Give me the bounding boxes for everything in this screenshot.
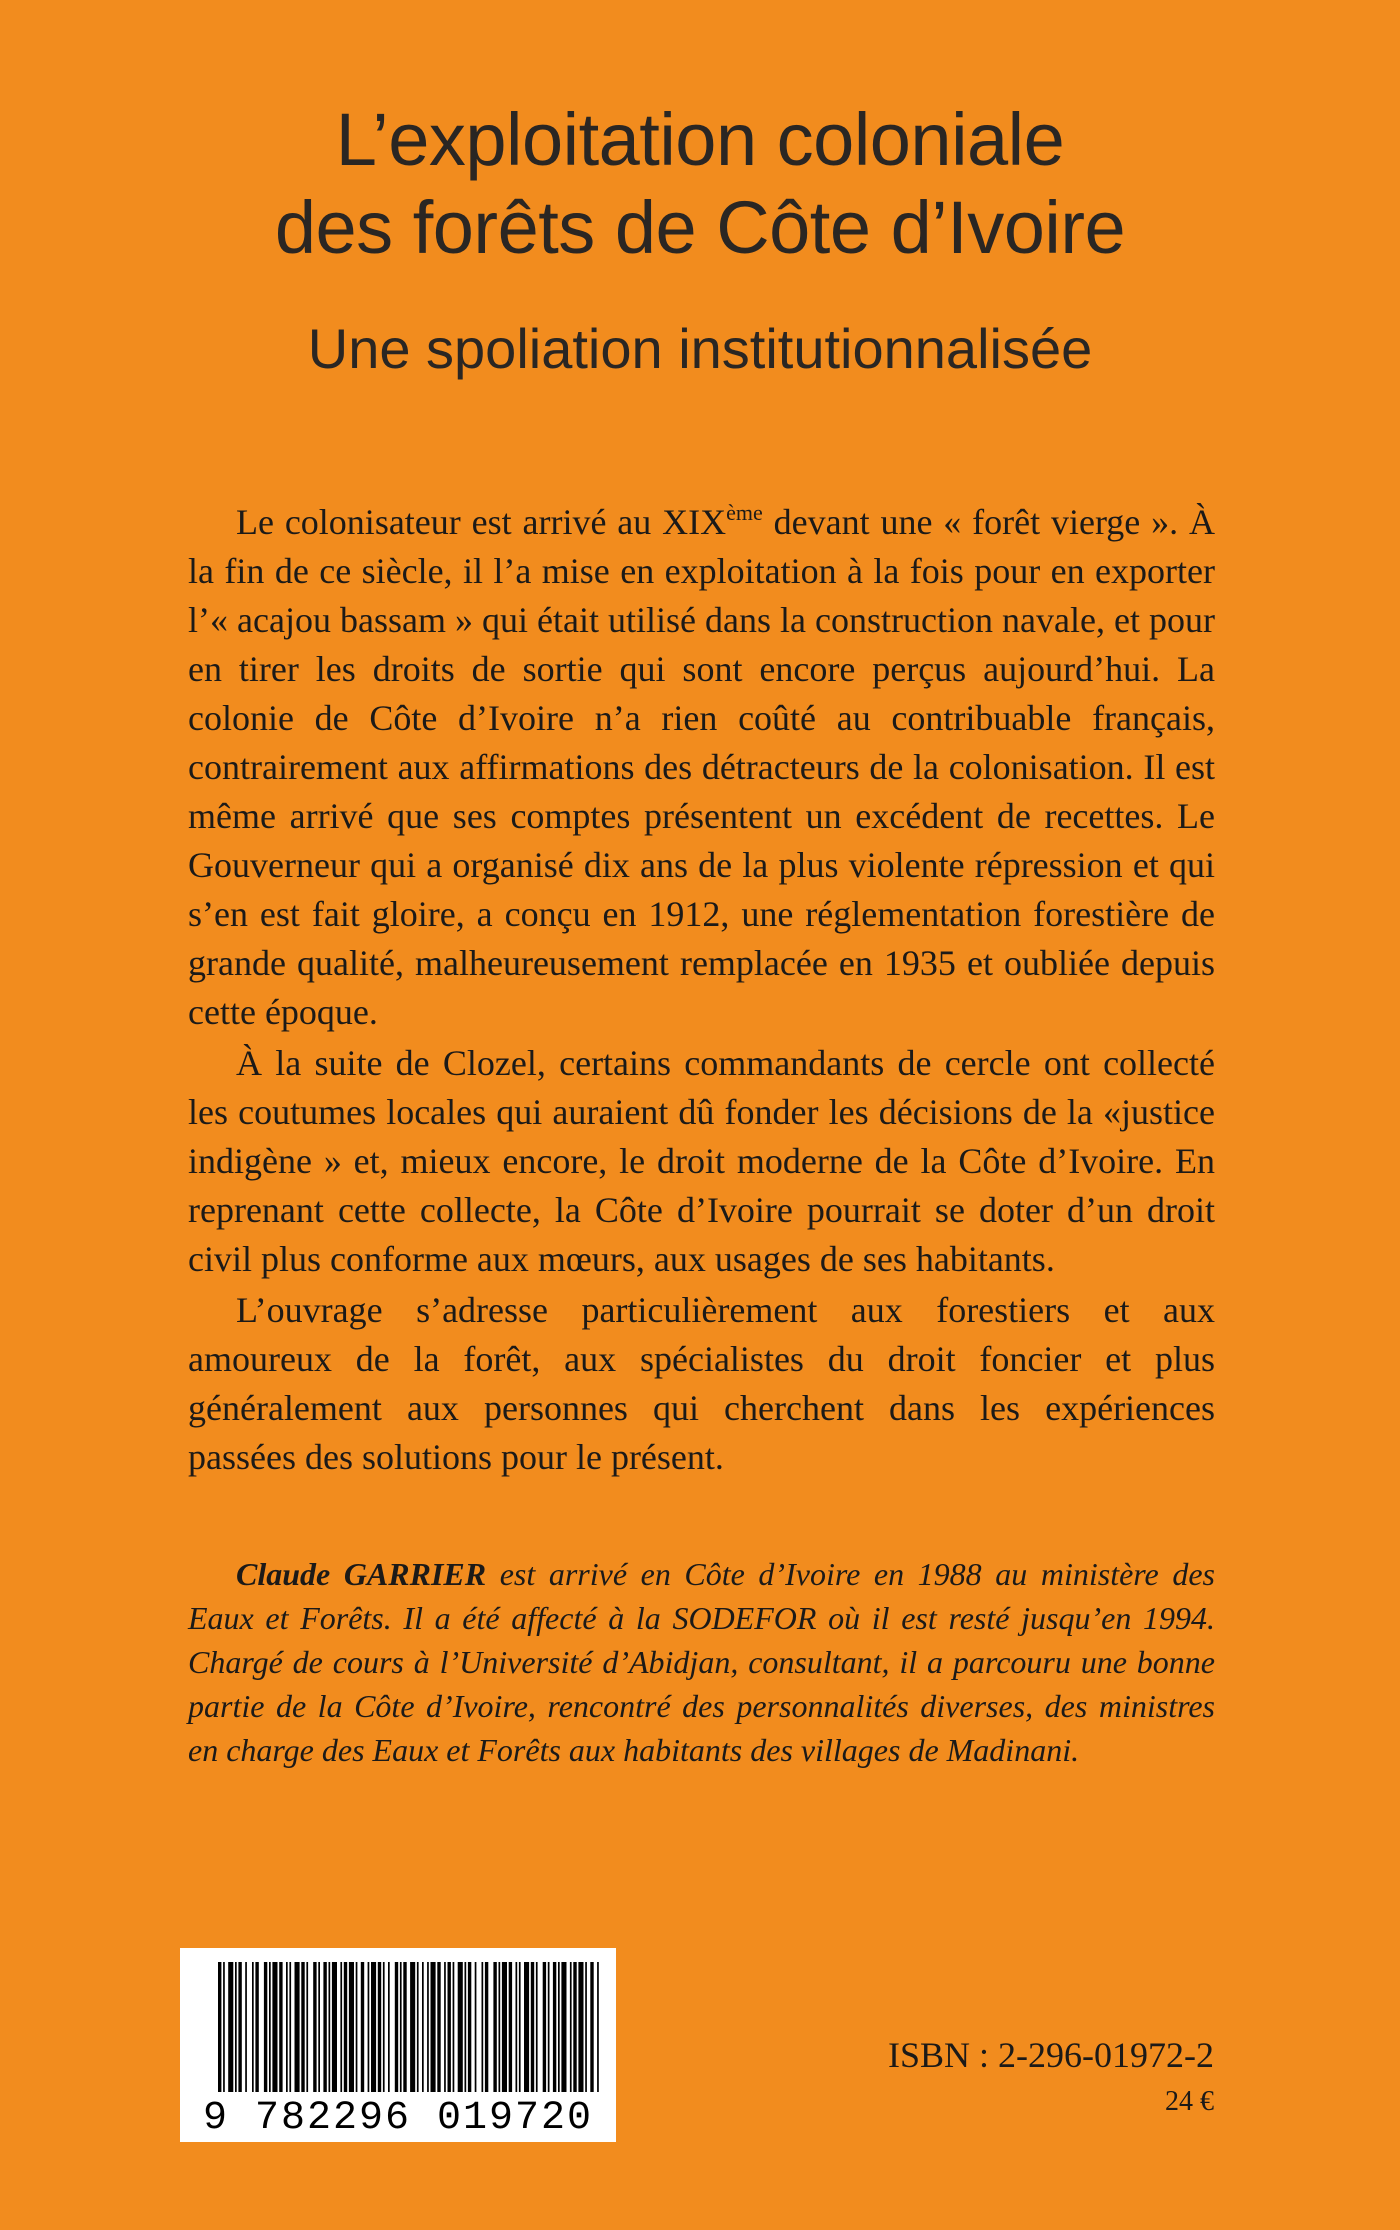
- book-title: [0, 96, 1400, 272]
- blurb: [188, 498, 1215, 1484]
- barcode-bar: [356, 1962, 358, 2092]
- barcode-bar: [286, 1962, 288, 2092]
- barcode-bar: [590, 1962, 593, 2092]
- barcode-bar: [269, 1962, 271, 2092]
- barcode-bar: [361, 1962, 364, 2092]
- barcode-bar: [417, 1962, 419, 2092]
- barcode-bar: [410, 1962, 415, 2092]
- barcode-bar: [427, 1962, 429, 2092]
- barcode-bar: [223, 1962, 225, 2092]
- barcode-bar: [553, 1962, 556, 2092]
- barcode-bar: [279, 1962, 282, 2092]
- barcode-bar: [536, 1962, 538, 2092]
- barcode-bar: [573, 1962, 576, 2092]
- barcode-bar: [475, 1962, 477, 2092]
- barcode-bar: [531, 1962, 534, 2092]
- blurb-paragraph-1: [188, 498, 1215, 1037]
- barcode-bar: [431, 1962, 436, 2092]
- barcode-bar: [578, 1962, 583, 2092]
- barcode-bar: [558, 1962, 560, 2092]
- barcode-bar: [485, 1962, 488, 2092]
- superscript-eme: ème: [726, 500, 763, 525]
- barcode-bar: [344, 1962, 347, 2092]
- barcode-bar: [543, 1962, 546, 2092]
- barcode-bar: [383, 1962, 385, 2092]
- barcode-bar: [228, 1962, 233, 2092]
- barcode-digits: 9 782296 019720: [202, 2096, 594, 2141]
- barcode-bar: [245, 1962, 247, 2092]
- author-name: Claude GARRIER: [236, 1556, 487, 1592]
- barcode-bar: [332, 1962, 337, 2092]
- barcode-bar: [371, 1962, 376, 2092]
- barcode-bar: [448, 1962, 451, 2092]
- book-subtitle: Une spoliation institutionnalisée: [307, 317, 1093, 380]
- barcode-bar: [509, 1962, 512, 2092]
- barcode-bar: [444, 1962, 446, 2092]
- barcode-bar: [313, 1962, 316, 2092]
- barcode-bar: [264, 1962, 267, 2092]
- barcode-bar: [368, 1962, 370, 2092]
- barcode-bar: [458, 1962, 463, 2092]
- barcode-bar: [318, 1962, 320, 2092]
- barcode-bar: [388, 1962, 390, 2092]
- barcode-bar: [400, 1962, 402, 2092]
- barcode-bar: [597, 1962, 599, 2092]
- title-line-1: L’exploitation coloniale: [335, 98, 1065, 181]
- barcode-bar: [516, 1962, 518, 2092]
- barcode-bar: [585, 1962, 587, 2092]
- barcode-bar: [548, 1962, 550, 2092]
- barcode-bar: [306, 1962, 308, 2092]
- barcode-bar: [255, 1962, 258, 2092]
- blurb-paragraph-2: À la suite de Clozel, certains commandants de cercle ont collecté les coutumes locales qui auraient dû fonder les décisions de la «justice indigène » et, mieux encore, le droit moderne de la Côte d’Ivoire. En reprenant cette collecte, la Côte d’Ivoire pourrait se doter d’un droit civil plus conforme aux mœurs, aux usages de ses habitants.: [188, 1043, 1215, 1279]
- barcode-bar: [272, 1962, 277, 2092]
- barcode-bar: [519, 1962, 521, 2092]
- barcode-bar: [468, 1962, 471, 2092]
- barcode-bar: [323, 1962, 326, 2092]
- barcode-bar: [403, 1962, 406, 2092]
- barcode-bar: [482, 1962, 484, 2092]
- barcode-bar: [524, 1962, 529, 2092]
- barcode-bar: [218, 1962, 221, 2092]
- barcode-bar: [570, 1962, 572, 2092]
- barcode-bar: [295, 1962, 300, 2092]
- barcode-bar: [422, 1962, 424, 2092]
- barcode-bar: [493, 1962, 496, 2092]
- barcode-graphic: [180, 1948, 616, 2142]
- barcode-bar: [395, 1962, 398, 2092]
- isbn-label: ISBN : 2-296-01972-2: [888, 2035, 1214, 2075]
- barcode-bar: [437, 1962, 440, 2092]
- barcode-bar: [561, 1962, 566, 2092]
- author-bio-text: est arrivé en Côte d’Ivoire en 1988 au ministère des Eaux et Forêts. Il a été affecté à la SODEFOR où il est resté jusqu’en 1994. Chargé de cours à l’Université d’Abidjan, consultant, il a parcouru une bonne partie de la Côte d’Ivoire, rencontré des personnalités diverses, des ministres en charge des Eaux et Forêts aux habitants des villages de Madinani.: [188, 1556, 1216, 1768]
- barcode-bar: [340, 1962, 342, 2092]
- barcode-bar: [465, 1962, 467, 2092]
- barcode-bar: [349, 1962, 354, 2092]
- paragraph-1-start: Le colonisateur est arrivé au XIX: [236, 502, 727, 542]
- barcode-bar: [252, 1962, 254, 2092]
- barcode-bar: [499, 1962, 501, 2092]
- blurb-paragraph-3: L’ouvrage s’adresse particulièrement aux forestiers et aux amoureux de la forêt, aux spécialistes du droit foncier et plus généralement aux personnes qui cherchent dans les expériences passées des solutions pour le présent.: [188, 1290, 1215, 1477]
- title-line-2: des forêts de Côte d’Ivoire: [274, 186, 1126, 269]
- isbn-barcode: [180, 1948, 616, 2142]
- barcode-bar: [301, 1962, 304, 2092]
- barcode-bars: [218, 1962, 599, 2092]
- paragraph-1-rest: devant une « forêt vierge ». À la fin de ce siècle, il l’a mise en exploitation à la fois pour en exporter l’« acajou bassam » qui était utilisé dans la construction navale, et pour en tirer les droits de sortie qui sont encore perçus aujourd’hui. La colonie de Côte d’Ivoire n’a rien coûté au contribuable français, contrairement aux affirmations des détracteurs de la colonisation. Il est même arrivé que ses comptes présentent un excédent de recettes. Le Gouverneur qui a organisé dix ans de la plus violente répression et qui s’en est fait gloire, a conçu en 1912, une réglementation forestière de grande qualité, malheureusement remplacée en 1935 et oubliée depuis cette époque.: [188, 502, 1215, 1032]
- price-label: 24 €: [1165, 2086, 1214, 2117]
- barcode-bar: [378, 1962, 381, 2092]
- barcode-bar: [235, 1962, 237, 2092]
- barcode-bar: [289, 1962, 291, 2092]
- barcode-bar: [453, 1962, 455, 2092]
- barcode-bar: [502, 1962, 507, 2092]
- barcode-bar: [329, 1962, 331, 2092]
- author-bio: [188, 1552, 1215, 1772]
- barcode-bar: [238, 1962, 241, 2092]
